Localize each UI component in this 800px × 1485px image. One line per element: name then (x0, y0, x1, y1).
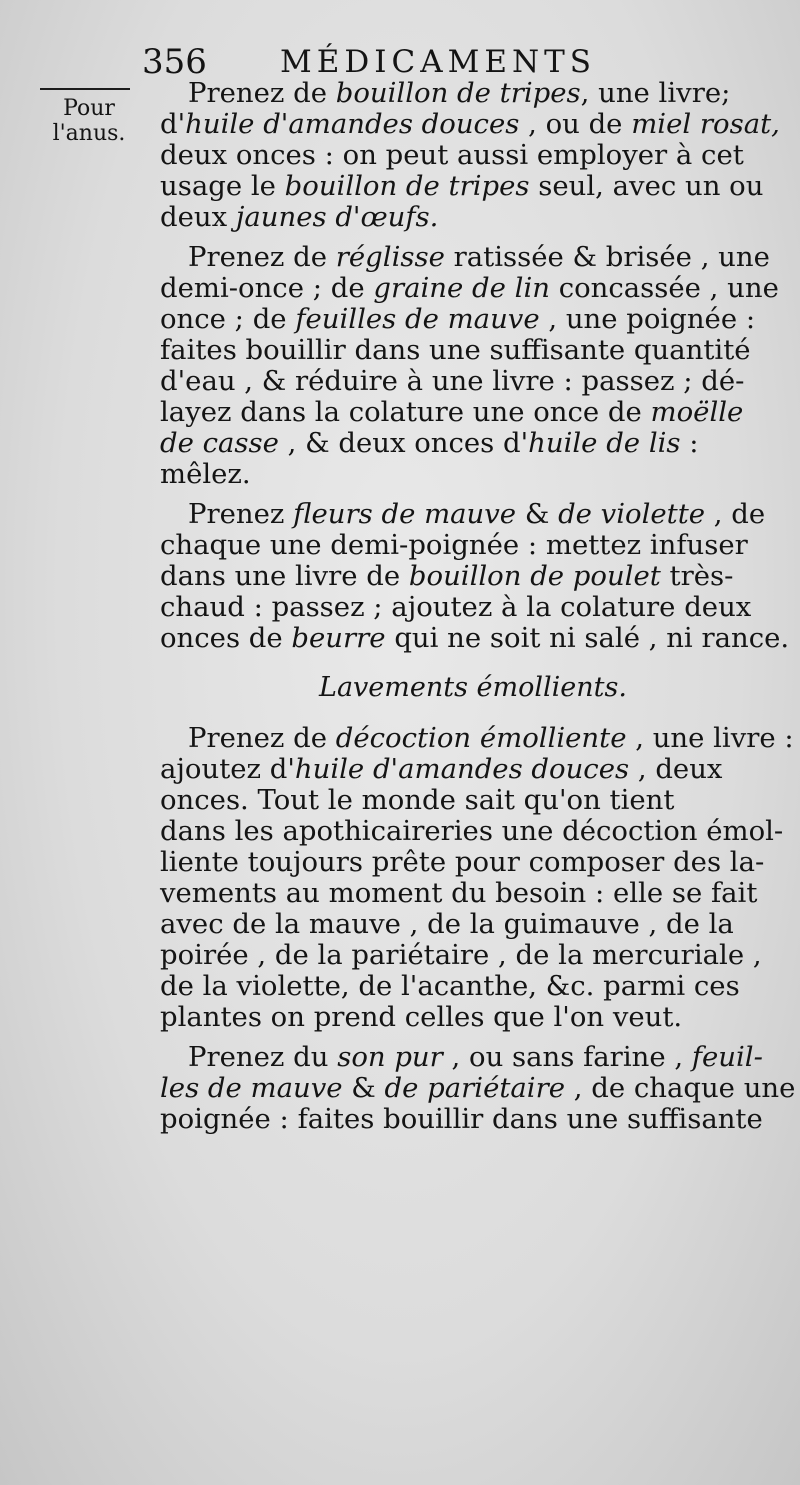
text-line (160, 722, 794, 754)
text-run: deux onces : on peut aussi employer à cet (160, 139, 744, 171)
text-run: onces de (160, 622, 292, 654)
text-run: Prenez du (188, 1041, 338, 1073)
text-run: , ou sans farine , (442, 1041, 692, 1073)
italic-term: bouillon de tripes (335, 77, 581, 109)
text-line (160, 1104, 786, 1135)
text-run: , une livre; (580, 77, 731, 109)
margin-note-line: Pour (63, 96, 115, 121)
text-line (160, 78, 786, 109)
italic-term: décoction émolliente (335, 722, 627, 754)
text-run: , de chaque une (565, 1072, 796, 1104)
text-run: Prenez (188, 498, 294, 530)
text-line (160, 971, 786, 1002)
text-line (160, 109, 786, 140)
text-run: plantes on prend celles que l'on veut. (160, 1001, 683, 1033)
paragraph (160, 498, 790, 654)
text-line (160, 428, 786, 459)
text-line (160, 499, 786, 530)
text-run: chaque une demi-poignée : mettez infuser (160, 529, 748, 561)
text-line (160, 1042, 786, 1073)
text-run: dans les apothicaireries une décoction émol- (160, 815, 784, 847)
margin-rule (40, 88, 130, 90)
text-run: très- (660, 560, 734, 592)
text-run: demi-once ; de (160, 272, 374, 304)
text-line (160, 202, 786, 233)
text-run: once ; de (160, 303, 296, 335)
italic-term: fleurs de mauve (293, 498, 517, 530)
text-line (160, 335, 786, 366)
text-line (160, 366, 786, 397)
text-run: vements au moment du besoin : elle se fait (160, 877, 758, 909)
paragraph (160, 242, 786, 490)
text-run: mêlez. (160, 458, 251, 490)
text-line (160, 273, 786, 304)
italic-term: huile de lis (528, 427, 681, 459)
text-run: , une livre : (626, 722, 794, 754)
recipe-group-emollient-enemas (160, 722, 796, 1135)
margin-note (34, 96, 144, 146)
section-heading: Lavements émollients. (319, 672, 627, 703)
italic-term: bouillon de tripes (284, 170, 530, 202)
text-run: , de (705, 498, 766, 530)
text-line (160, 530, 786, 561)
text-run: , & deux onces d' (278, 427, 529, 459)
paragraph (160, 1041, 796, 1135)
text-run: concassée , une (549, 272, 779, 304)
text-line (160, 622, 790, 654)
text-run: ratissée & brisée , une (444, 241, 770, 273)
body-text (160, 77, 796, 1135)
paragraph (160, 78, 786, 233)
text-run: de la violette, de l'acanthe, &c. parmi ces (160, 970, 740, 1002)
italic-term: de casse (160, 427, 279, 459)
text-run: dans une livre de (160, 560, 409, 592)
text-line (160, 878, 786, 909)
text-run: & (342, 1072, 385, 1104)
text-line (160, 754, 786, 785)
text-run: onces. Tout le monde sait qu'on tient (160, 784, 675, 816)
italic-term: son pur (337, 1041, 443, 1073)
text-run: , ou de (519, 108, 632, 140)
text-line (160, 816, 786, 847)
text-line (160, 459, 786, 490)
text-line (160, 1072, 796, 1104)
italic-term: réglisse (335, 241, 445, 273)
text-line (160, 847, 786, 878)
italic-term: de pariétaire (384, 1072, 566, 1104)
italic-term: huile d'amandes douces (294, 753, 630, 785)
italic-term: moëlle (650, 396, 744, 428)
paragraph (160, 722, 794, 1033)
italic-term: huile d'amandes douces (185, 108, 520, 140)
italic-term: jaunes d'œufs. (235, 201, 439, 233)
text-run: Prenez de (188, 77, 336, 109)
text-line (160, 171, 786, 202)
text-run: poignée : faites bouillir dans une suffisante (160, 1103, 763, 1135)
text-run: deux (160, 201, 236, 233)
text-run: qui ne soit ni salé , ni rance. (385, 622, 790, 654)
text-run: Prenez de (188, 722, 336, 754)
text-run: faites bouillir dans une suffisante quantité (160, 334, 751, 366)
italic-term: feuil- (691, 1041, 763, 1073)
italic-term: les de mauve (160, 1072, 343, 1104)
text-run: d'eau , & réduire à une livre : passez ; dé- (160, 365, 745, 397)
text-run: avec de la mauve , de la guimauve , de la (160, 908, 734, 940)
text-run: & (516, 498, 559, 530)
text-run: , deux (629, 753, 723, 785)
text-run: poirée , de la pariétaire , de la mercuriale , (160, 939, 762, 971)
italic-term: bouillon de poulet (408, 560, 661, 592)
text-line (160, 242, 786, 273)
margin-note-line: l'anus. (52, 121, 126, 146)
text-line (160, 1002, 786, 1033)
text-line (160, 397, 786, 428)
italic-term: miel rosat, (631, 108, 780, 140)
text-line (160, 592, 786, 623)
text-line (160, 940, 786, 971)
text-run: seul, avec un ou (529, 170, 764, 202)
italic-term: beurre (291, 622, 386, 654)
text-run: , une poignée : (539, 303, 756, 335)
running-head: MÉDICAMENTS (280, 44, 596, 80)
italic-term: de violette (558, 498, 706, 530)
italic-term: feuilles de mauve (295, 303, 540, 335)
text-run: d' (160, 108, 186, 140)
text-run: layez dans la colature une once de (160, 396, 651, 428)
text-run: : (680, 427, 699, 459)
text-run: usage le (160, 170, 285, 202)
text-line (160, 304, 786, 335)
text-run: liente toujours prête pour composer des la- (160, 846, 765, 878)
page-number: 356 (142, 42, 207, 82)
text-line (160, 909, 786, 940)
text-line (160, 785, 786, 816)
text-line (160, 561, 786, 592)
text-line (160, 140, 786, 171)
text-run: chaud : passez ; ajoutez à la colature deux (160, 591, 752, 623)
text-run: ajoutez d' (160, 753, 295, 785)
italic-term: graine de lin (373, 272, 550, 304)
text-run: Prenez de (188, 241, 336, 273)
recipe-group-enemas-anus (160, 77, 790, 654)
